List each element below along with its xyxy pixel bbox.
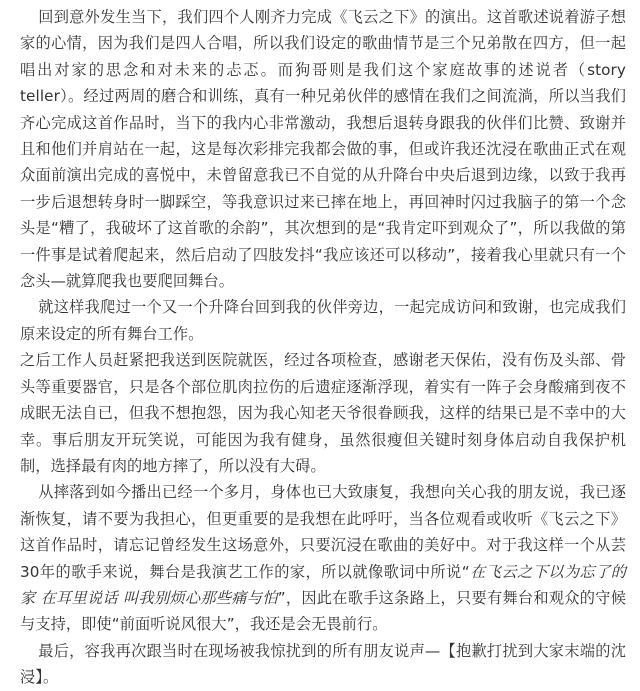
paragraph-closing: 最后，容我再次跟当时在现场被我惊扰到的所有朋友说声—【抱歉打扰到大家末端的沈浸】。 (20, 641, 626, 687)
recovery-text-end: ”，因此在歌手这条路上，只要有舞台和观众的守候与支持，即使“前面听说风很大”，我还是会无畏前行。 (20, 588, 626, 634)
lyric-quote: 在飞云之下以为忘了的家 在耳里说话 叫我别烦心那些痛与怕 (20, 562, 626, 607)
paragraph-climb-back: 就这样我爬过一个又一个升降台回到我的伙伴旁边，一起完成访问和致谢，也完成我们原来设定的所有舞台工作。 (20, 298, 626, 343)
paragraph-recovery (20, 479, 626, 637)
recovery-text-start: 从摔落到如今播出已经一个多月，身体也已大致康复，我想向关心我的朋友说，我已逐渐恢复，请不要为我担心，但更重要的是我想在此呼吁，当各位观看或收听《飞云之下》这首作品时，请忘记曾经发生这场意外，只要沉浸在歌曲的美好中。对于我这样一个从芸30年的歌手来说，舞台是我演艺工作的家，所以就像歌词中所说“ (20, 483, 626, 581)
paragraph-hospital: 之后工作人员赶紧把我送到医院就医，经过各项检查，感谢老天保佑，没有伤及头部、骨头等重要器官，只是各个部位肌肉拉伤的后遗症逐渐浮现，着实有一阵子会身酸痛到夜不成眠无法自已，但我不想抱怨，因为我心知老天爷很眷顾我，这样的结果已是不幸中的大幸。事后朋友开玩笑说，可能因为我有健身，虽然很瘦但关键时刻身体启动自我保护机制，选择最有肉的地方摔了，所以没有大碍。 (20, 351, 626, 475)
paragraph-accident-recall: 回到意外发生当下，我们四个人刚齐力完成《飞云之下》的演出。这首歌述说着游子想家的心情，因为我们是四人合唱，所以我们设定的歌曲情节是三个兄弟散在四方，但一起唱出对家的思念和对未来的忐忑。而狗哥则是我们这个家庭故事的述说者（story teller）。经过两周的磨合和训练，真有一种兄弟伙伴的感情在我们之间流淌，所以当我们齐心完成这首作品时，当下的我内心非常激动，我想后退转身跟我的伙伴们比赞、致谢并且和他们并肩站在一起，这是每次彩排完我都会做的事，但或许我还沈浸在歌曲正式在观众面前演出完成的喜悦中，未曾留意我已不自觉的从升降台中央后退到边缘，以致于我再一步后退想转身时一脚踩空，等我意识过来已摔在地上，再回神时闪过我脑子的第一个念头是“糟了，我破坏了这首歌的余韵”，其次想到的是“我肯定吓到观众了”，所以我做的第一件事是试着爬起来，然后启动了四肢发抖“我应该还可以移动”，接着我心里就只有一个念头—就算爬我也要爬回舞台。 (20, 8, 626, 291)
